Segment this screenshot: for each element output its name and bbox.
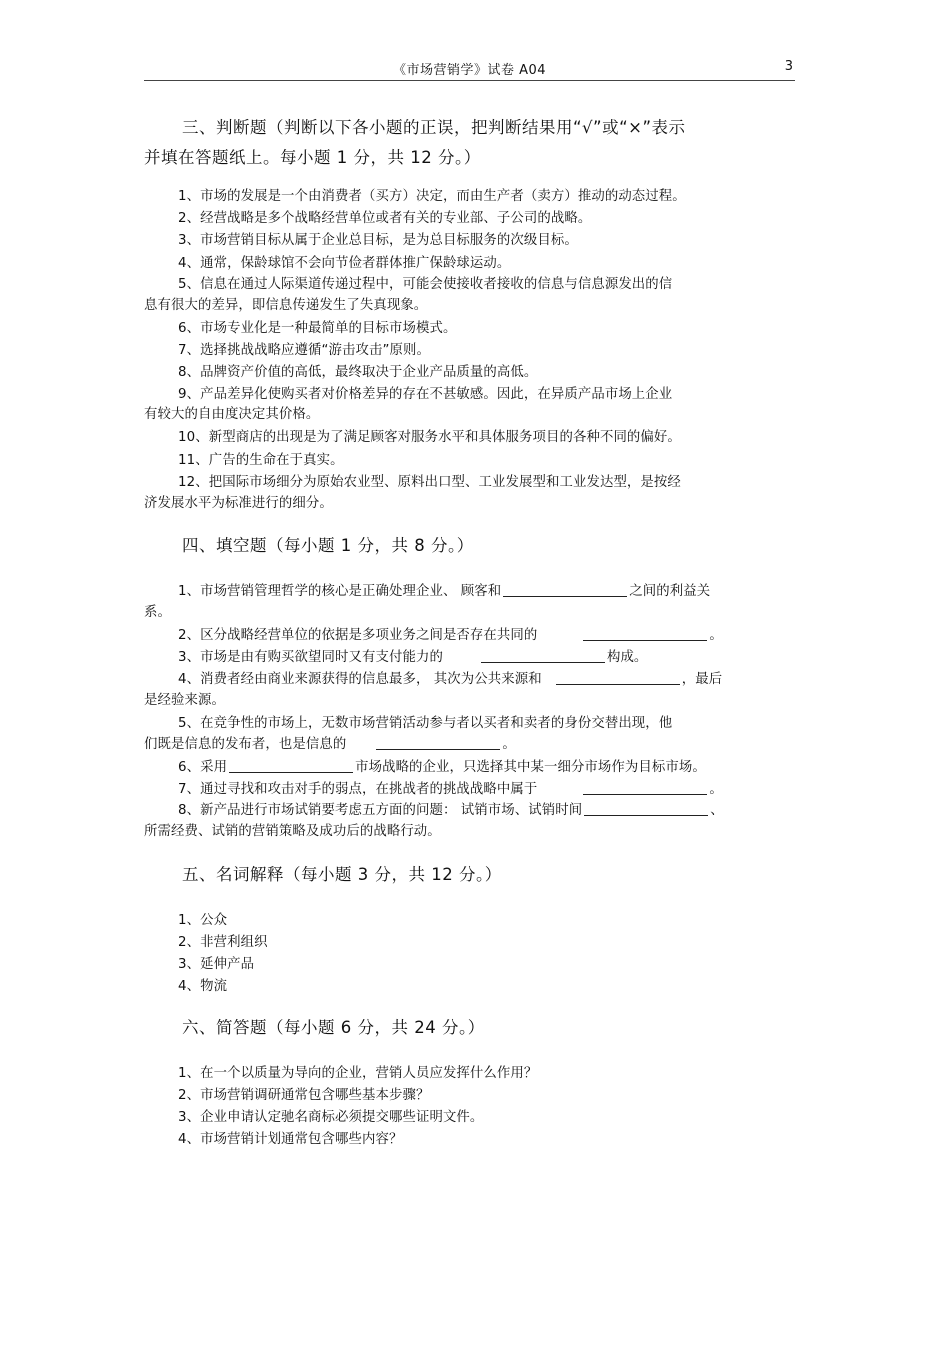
fill-item-1: 1、市场营销管理哲学的核心是正确处理企业、 顾客和 之间的利益关	[178, 584, 711, 599]
fill-item-8: 8、新产品进行市场试销要考虑五方面的问题： 试销市场、试销时间 、	[178, 803, 724, 818]
section-title-fill: 四、填空题（每小题 1 分，共 8 分。）	[182, 536, 474, 555]
section-title-judge-line1: 三、判断题（判断以下各小题的正误，把判断结果用“√”或“×”表示	[182, 118, 686, 137]
term-item: 2、非营利组织	[178, 935, 268, 950]
judge-item: 11、广告的生命在于真实。	[178, 453, 344, 468]
judge-item-continued: 济发展水平为标准进行的细分。	[144, 496, 333, 511]
header-title: 《市场营销学》试卷 A04	[392, 63, 547, 78]
section-title-short: 六、简答题（每小题 6 分，共 24 分。）	[182, 1018, 485, 1037]
short-item: 1、在一个以质量为导向的企业，营销人员应发挥什么作用？	[178, 1066, 538, 1081]
judge-item: 5、信息在通过人际渠道传递过程中，可能会使接收者接收的信息与信息源发出的信	[178, 277, 673, 292]
fill-item-4-continued: 是经验来源。	[144, 693, 225, 708]
section-title-judge	[144, 113, 784, 173]
term-item: 1、公众	[178, 913, 228, 928]
fill-item-4: 4、消费者经由商业来源获得的信息最多， 其次为公共来源和 ，最后	[178, 672, 723, 687]
fill-item-6: 6、采用 市场战略的企业，只选择其中某一细分市场作为目标市场。	[178, 760, 706, 775]
judge-item-continued: 有较大的自由度决定其价格。	[144, 407, 320, 422]
answer-blank	[229, 758, 353, 773]
judge-item-continued: 息有很大的差异，即信息传递发生了失真现象。	[144, 298, 428, 313]
judge-item: 1、市场的发展是一个由消费者（买方）决定，而由生产者（卖方）推动的动态过程。	[178, 189, 686, 204]
judge-item: 10、新型商店的出现是为了满足顾客对服务水平和具体服务项目的各种不同的偏好。	[178, 430, 681, 445]
section-title-judge-line2: 并填在答题纸上。每小题 1 分，共 12 分。）	[144, 148, 481, 167]
fill-item-5: 5、在竞争性的市场上，无数市场营销活动参与者以买者和卖者的身份交替出现，他	[178, 716, 673, 731]
short-item: 3、企业申请认定驰名商标必须提交哪些证明文件。	[178, 1110, 484, 1125]
page-header	[144, 58, 795, 81]
answer-blank	[584, 801, 708, 816]
judge-item: 8、品牌资产价值的高低，最终取决于企业产品质量的高低。	[178, 365, 538, 380]
judge-item: 12、把国际市场细分为原始农业型、原料出口型、工业发展型和工业发达型，是按经	[178, 475, 681, 490]
fill-item-2: 2、区分战略经营单位的依据是多项业务之间是否存在共同的 。	[178, 628, 723, 643]
answer-blank	[556, 670, 680, 685]
answer-blank	[481, 648, 605, 663]
answer-blank	[376, 735, 500, 750]
fill-item-5-continued: 们既是信息的发布者，也是信息的 。	[144, 737, 516, 752]
term-item: 4、物流	[178, 979, 228, 994]
judge-item: 4、通常，保龄球馆不会向节俭者群体推广保龄球运动。	[178, 256, 511, 271]
fill-item-8-continued: 所需经费、试销的营销策略及成功后的战略行动。	[144, 824, 441, 839]
answer-blank	[583, 780, 707, 795]
judge-item: 7、选择挑战战略应遵循“游击攻击”原则。	[178, 343, 431, 358]
fill-item-3: 3、市场是由有购买欲望同时又有支付能力的 构成。	[178, 650, 648, 665]
fill-item-7: 7、通过寻找和攻击对手的弱点，在挑战者的挑战战略中属于 。	[178, 782, 723, 797]
page-number: 3	[784, 59, 793, 74]
fill-item-1-continued: 系。	[144, 605, 171, 620]
judge-item: 9、产品差异化使购买者对价格差异的存在不甚敏感。因此，在异质产品市场上企业	[178, 387, 673, 402]
term-item: 3、延伸产品	[178, 957, 255, 972]
judge-item: 3、市场营销目标从属于企业总目标，是为总目标服务的次级目标。	[178, 233, 578, 248]
section-title-terms: 五、名词解释（每小题 3 分，共 12 分。）	[182, 865, 502, 884]
judge-item: 2、经营战略是多个战略经营单位或者有关的专业部、子公司的战略。	[178, 211, 592, 226]
short-item: 2、市场营销调研通常包含哪些基本步骤？	[178, 1088, 430, 1103]
judge-item: 6、市场专业化是一种最简单的目标市场模式。	[178, 321, 457, 336]
answer-blank	[583, 626, 707, 641]
short-item: 4、市场营销计划通常包含哪些内容？	[178, 1132, 403, 1147]
answer-blank	[503, 582, 627, 597]
